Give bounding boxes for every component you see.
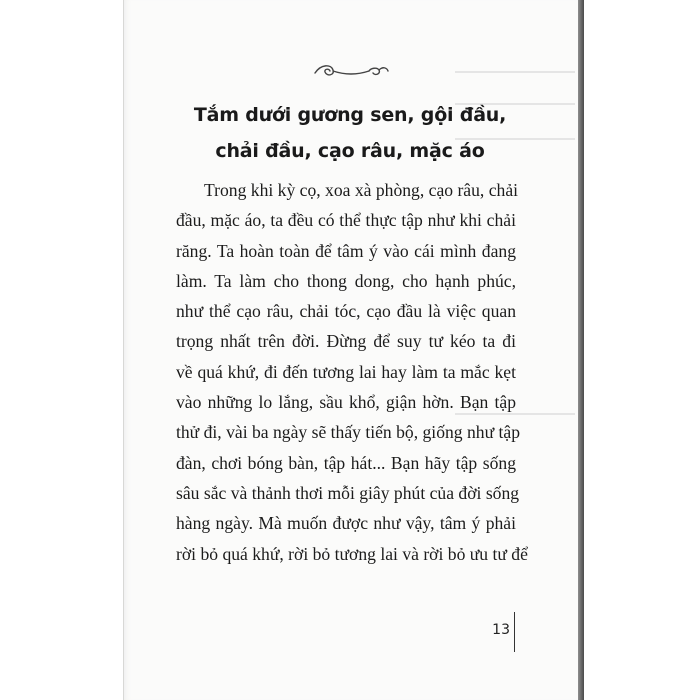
- page-number-divider: [514, 612, 515, 652]
- body-line: Trong khi kỳ cọ, xoa xà phòng, cạo râu, chải: [204, 180, 519, 200]
- body-line: rời bỏ quá khứ, rời bỏ tương lai và rời bỏ ưu tư để: [176, 543, 528, 564]
- body-line: răng. Ta hoàn toàn để tâm ý vào cái mình đang: [176, 240, 516, 261]
- body-line: trọng nhất trên đời. Đừng để suy tư kéo ta đi: [176, 331, 516, 352]
- heading-line-2: chải đầu, cạo râu, mặc áo: [215, 140, 485, 162]
- swirl-ornament-icon: [311, 60, 391, 82]
- body-line: về quá khứ, đi đến tương lai hay làm ta mắc kẹt: [176, 361, 516, 382]
- body-line: như thể cạo râu, chải tóc, cạo đầu là việc quan: [176, 301, 516, 322]
- page-number: 13: [492, 622, 510, 638]
- body-paragraph: [176, 175, 528, 569]
- chapter-heading: [160, 97, 540, 169]
- body-line: sâu sắc và thảnh thơi mỗi giây phút của đời sống: [176, 482, 520, 503]
- body-line: đầu, mặc áo, ta đều có thể thực tập như khi chải: [176, 210, 516, 231]
- bleed-through-mark: [455, 68, 575, 78]
- heading-line-1: Tắm dưới gương sen, gội đầu,: [193, 104, 507, 126]
- body-line: thử đi, vài ba ngày sẽ thấy tiến bộ, giống như tập: [176, 422, 521, 443]
- body-line: vào những lo lắng, sầu khổ, giận hờn. Bạn tập: [176, 392, 516, 413]
- body-line: làm. Ta làm cho thong dong, cho hạnh phúc,: [176, 270, 516, 291]
- body-line: đàn, chơi bóng bàn, tập hát... Bạn hãy tập sống: [176, 452, 516, 473]
- body-line: hàng ngày. Mà muốn được như vậy, tâm ý phải: [176, 513, 516, 534]
- page-edge-shadow: [578, 0, 584, 700]
